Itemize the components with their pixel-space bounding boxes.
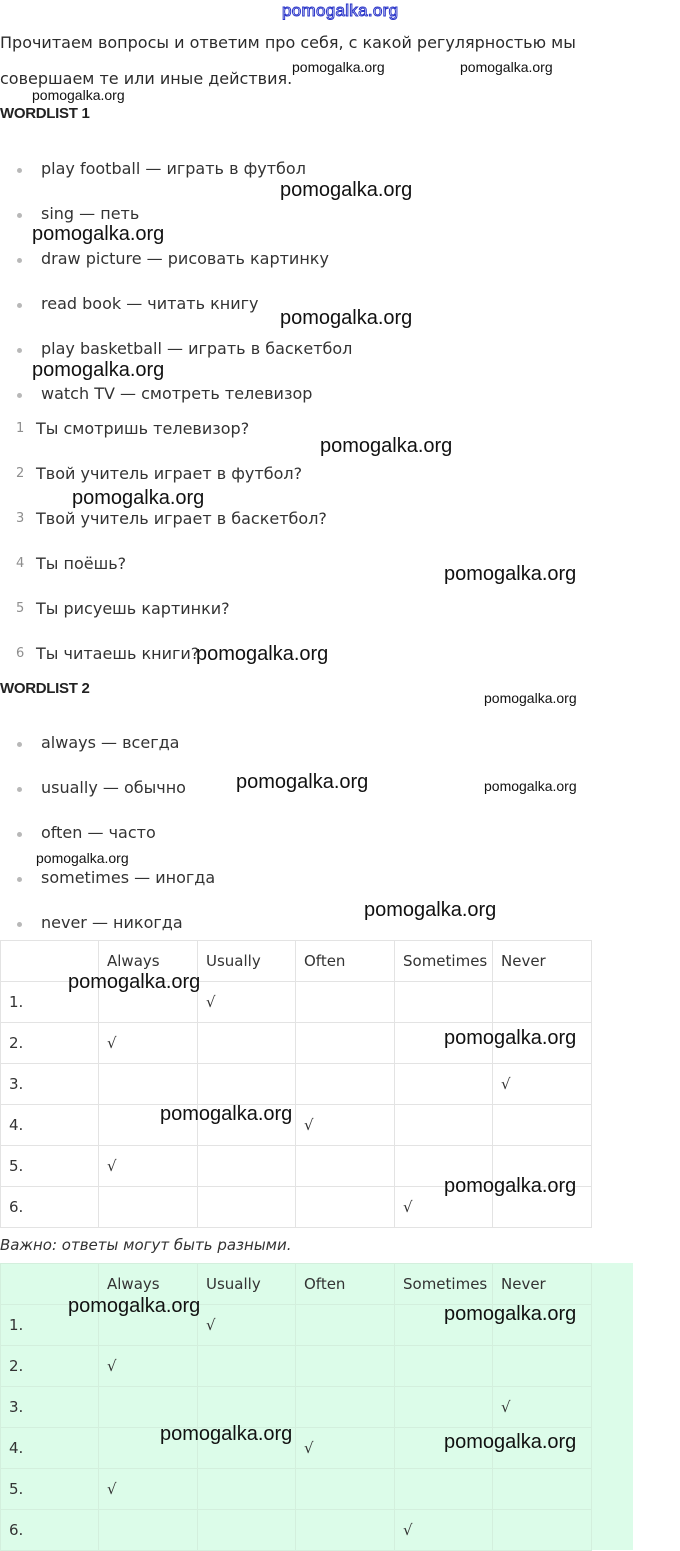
bullet-icon [17, 922, 22, 927]
wordlist-1-item: play football — играть в футбол [41, 159, 306, 178]
watermark: pomogalka.org [444, 1431, 577, 1453]
wordlist-2-item: never — никогда [41, 913, 183, 932]
table-header-cell: Never [493, 941, 592, 982]
question-text: Твой учитель играет в баскетбол? [36, 509, 327, 528]
table-cell [198, 1064, 296, 1105]
table-cell [395, 1387, 493, 1428]
intro-line-1: Прочитаем вопросы и ответим про себя, с какой регулярностью мы [0, 33, 576, 52]
question-number: 2 [16, 466, 25, 481]
bullet-icon [17, 303, 22, 308]
watermark: pomogalka.org [444, 1303, 577, 1325]
watermark: pomogalka.org [292, 59, 385, 75]
table-cell: 1. [1, 1305, 99, 1346]
question-text: Ты рисуешь картинки? [36, 599, 230, 618]
table-cell [296, 1187, 395, 1228]
table-cell [296, 1064, 395, 1105]
watermark: pomogalka.org [32, 223, 165, 245]
watermark: pomogalka.org [320, 435, 453, 457]
table-row [1, 1387, 592, 1428]
table-cell [198, 1387, 296, 1428]
table-header-cell: Always [99, 941, 198, 982]
watermark: pomogalka.org [484, 690, 577, 706]
wordlist-1-item: draw picture — рисовать картинку [41, 249, 329, 268]
table-header-cell: Often [296, 941, 395, 982]
table-cell [198, 1346, 296, 1387]
table-cell: √ [296, 1105, 395, 1146]
table-cell [198, 1510, 296, 1551]
table-row [1, 1469, 592, 1510]
table-row [1, 1346, 592, 1387]
watermark: pomogalka.org [460, 59, 553, 75]
bullet-icon [17, 787, 22, 792]
table-cell [493, 1510, 592, 1551]
bullet-icon [17, 258, 22, 263]
question-text: Ты смотришь телевизор? [36, 419, 250, 438]
question-number: 6 [16, 646, 25, 661]
watermark: pomogalka.org [68, 1295, 201, 1317]
table-cell: √ [395, 1187, 493, 1228]
table-cell: 2. [1, 1346, 99, 1387]
table-cell [395, 982, 493, 1023]
table-cell [198, 1023, 296, 1064]
table-cell [395, 1346, 493, 1387]
wordlist-2-item: always — всегда [41, 733, 180, 752]
table-row [1, 1064, 592, 1105]
table-cell: 1. [1, 982, 99, 1023]
question-number: 5 [16, 601, 25, 616]
table-cell [296, 1346, 395, 1387]
wordlist-1-heading: WORDLIST 1 [0, 105, 90, 122]
bullet-icon [17, 168, 22, 173]
table-cell [198, 1187, 296, 1228]
bullet-icon [17, 832, 22, 837]
watermark: pomogalka.org [160, 1103, 293, 1125]
table-cell [99, 1387, 198, 1428]
table-cell: 2. [1, 1023, 99, 1064]
table-cell [198, 1469, 296, 1510]
table-header-cell: Sometimes [395, 1264, 493, 1305]
watermark: pomogalka.org [236, 771, 369, 793]
table-header-cell: Usually [198, 1264, 296, 1305]
table-cell [296, 1023, 395, 1064]
watermark: pomogalka.org [72, 487, 205, 509]
table-cell [99, 1064, 198, 1105]
table-header-cell: Never [493, 1264, 592, 1305]
watermark: pomogalka.org [32, 359, 165, 381]
table-cell [99, 1187, 198, 1228]
bullet-icon [17, 742, 22, 747]
watermark: pomogalka.org [444, 1027, 577, 1049]
table-cell: √ [99, 1469, 198, 1510]
table-cell: 3. [1, 1064, 99, 1105]
question-text: Ты читаешь книги? [36, 644, 200, 663]
wordlist-1-item: play basketball — играть в баскетбол [41, 339, 353, 358]
table-cell: √ [198, 1305, 296, 1346]
table-cell: √ [99, 1346, 198, 1387]
table-cell: √ [99, 1023, 198, 1064]
watermark: pomogalka.org [364, 899, 497, 921]
wordlist-2-item: sometimes — иногда [41, 868, 216, 887]
table-header-cell: Usually [198, 941, 296, 982]
question-number: 3 [16, 511, 25, 526]
watermark: pomogalka.org [444, 563, 577, 585]
watermark: pomogalka.org [280, 179, 413, 201]
watermark: pomogalka.org [280, 307, 413, 329]
table-cell [296, 1469, 395, 1510]
table-cell [395, 1105, 493, 1146]
table-cell: 4. [1, 1105, 99, 1146]
table-cell: 6. [1, 1510, 99, 1551]
table-cell: 4. [1, 1428, 99, 1469]
site-link[interactable]: pomogalka.org [282, 1, 399, 20]
table-header-cell: Sometimes [395, 941, 493, 982]
watermark: pomogalka.org [484, 778, 577, 794]
table-cell [296, 1387, 395, 1428]
question-number: 1 [16, 421, 25, 436]
bullet-icon [17, 348, 22, 353]
wordlist-2-item: often — часто [41, 823, 156, 842]
table-cell [395, 1469, 493, 1510]
watermark: pomogalka.org [32, 87, 125, 103]
question-text: Твой учитель играет в футбол? [36, 464, 303, 483]
table-cell [296, 1510, 395, 1551]
table-cell: √ [296, 1428, 395, 1469]
question-text: Ты поёшь? [36, 554, 127, 573]
bullet-icon [17, 877, 22, 882]
table-row [1, 1510, 592, 1551]
table-cell: √ [493, 1387, 592, 1428]
table-cell: √ [198, 982, 296, 1023]
table-cell [493, 982, 592, 1023]
bullet-icon [17, 213, 22, 218]
table-cell [493, 1346, 592, 1387]
table-cell [198, 1146, 296, 1187]
table-cell [493, 1105, 592, 1146]
watermark: pomogalka.org [36, 850, 129, 866]
table-cell: 3. [1, 1387, 99, 1428]
table-header-cell: Often [296, 1264, 395, 1305]
question-number: 4 [16, 556, 25, 571]
wordlist-2-heading: WORDLIST 2 [0, 680, 90, 697]
wordlist-1-item: read book — читать книгу [41, 294, 259, 313]
wordlist-2-item: usually — обычно [41, 778, 186, 797]
bullet-icon [17, 393, 22, 398]
wordlist-1-item: watch TV — смотреть телевизор [41, 384, 313, 403]
watermark: pomogalka.org [196, 643, 329, 665]
table-cell [296, 982, 395, 1023]
watermark: pomogalka.org [444, 1175, 577, 1197]
note-text: Важно: ответы могут быть разными. [0, 1236, 292, 1254]
watermark: pomogalka.org [68, 971, 201, 993]
table-cell [296, 1146, 395, 1187]
table-cell: √ [99, 1146, 198, 1187]
table-cell [296, 1305, 395, 1346]
table-cell: √ [395, 1510, 493, 1551]
table-cell [99, 1510, 198, 1551]
table-cell: 5. [1, 1469, 99, 1510]
table-cell: 6. [1, 1187, 99, 1228]
table-cell [493, 1469, 592, 1510]
table-cell [395, 1064, 493, 1105]
table-header-cell: Always [99, 1264, 198, 1305]
watermark: pomogalka.org [160, 1423, 293, 1445]
intro-line-2: совершаем те или иные действия. [0, 69, 293, 88]
table-cell: 5. [1, 1146, 99, 1187]
wordlist-1-item: sing — петь [41, 204, 140, 223]
table-row [1, 1105, 592, 1146]
table-cell: √ [493, 1064, 592, 1105]
